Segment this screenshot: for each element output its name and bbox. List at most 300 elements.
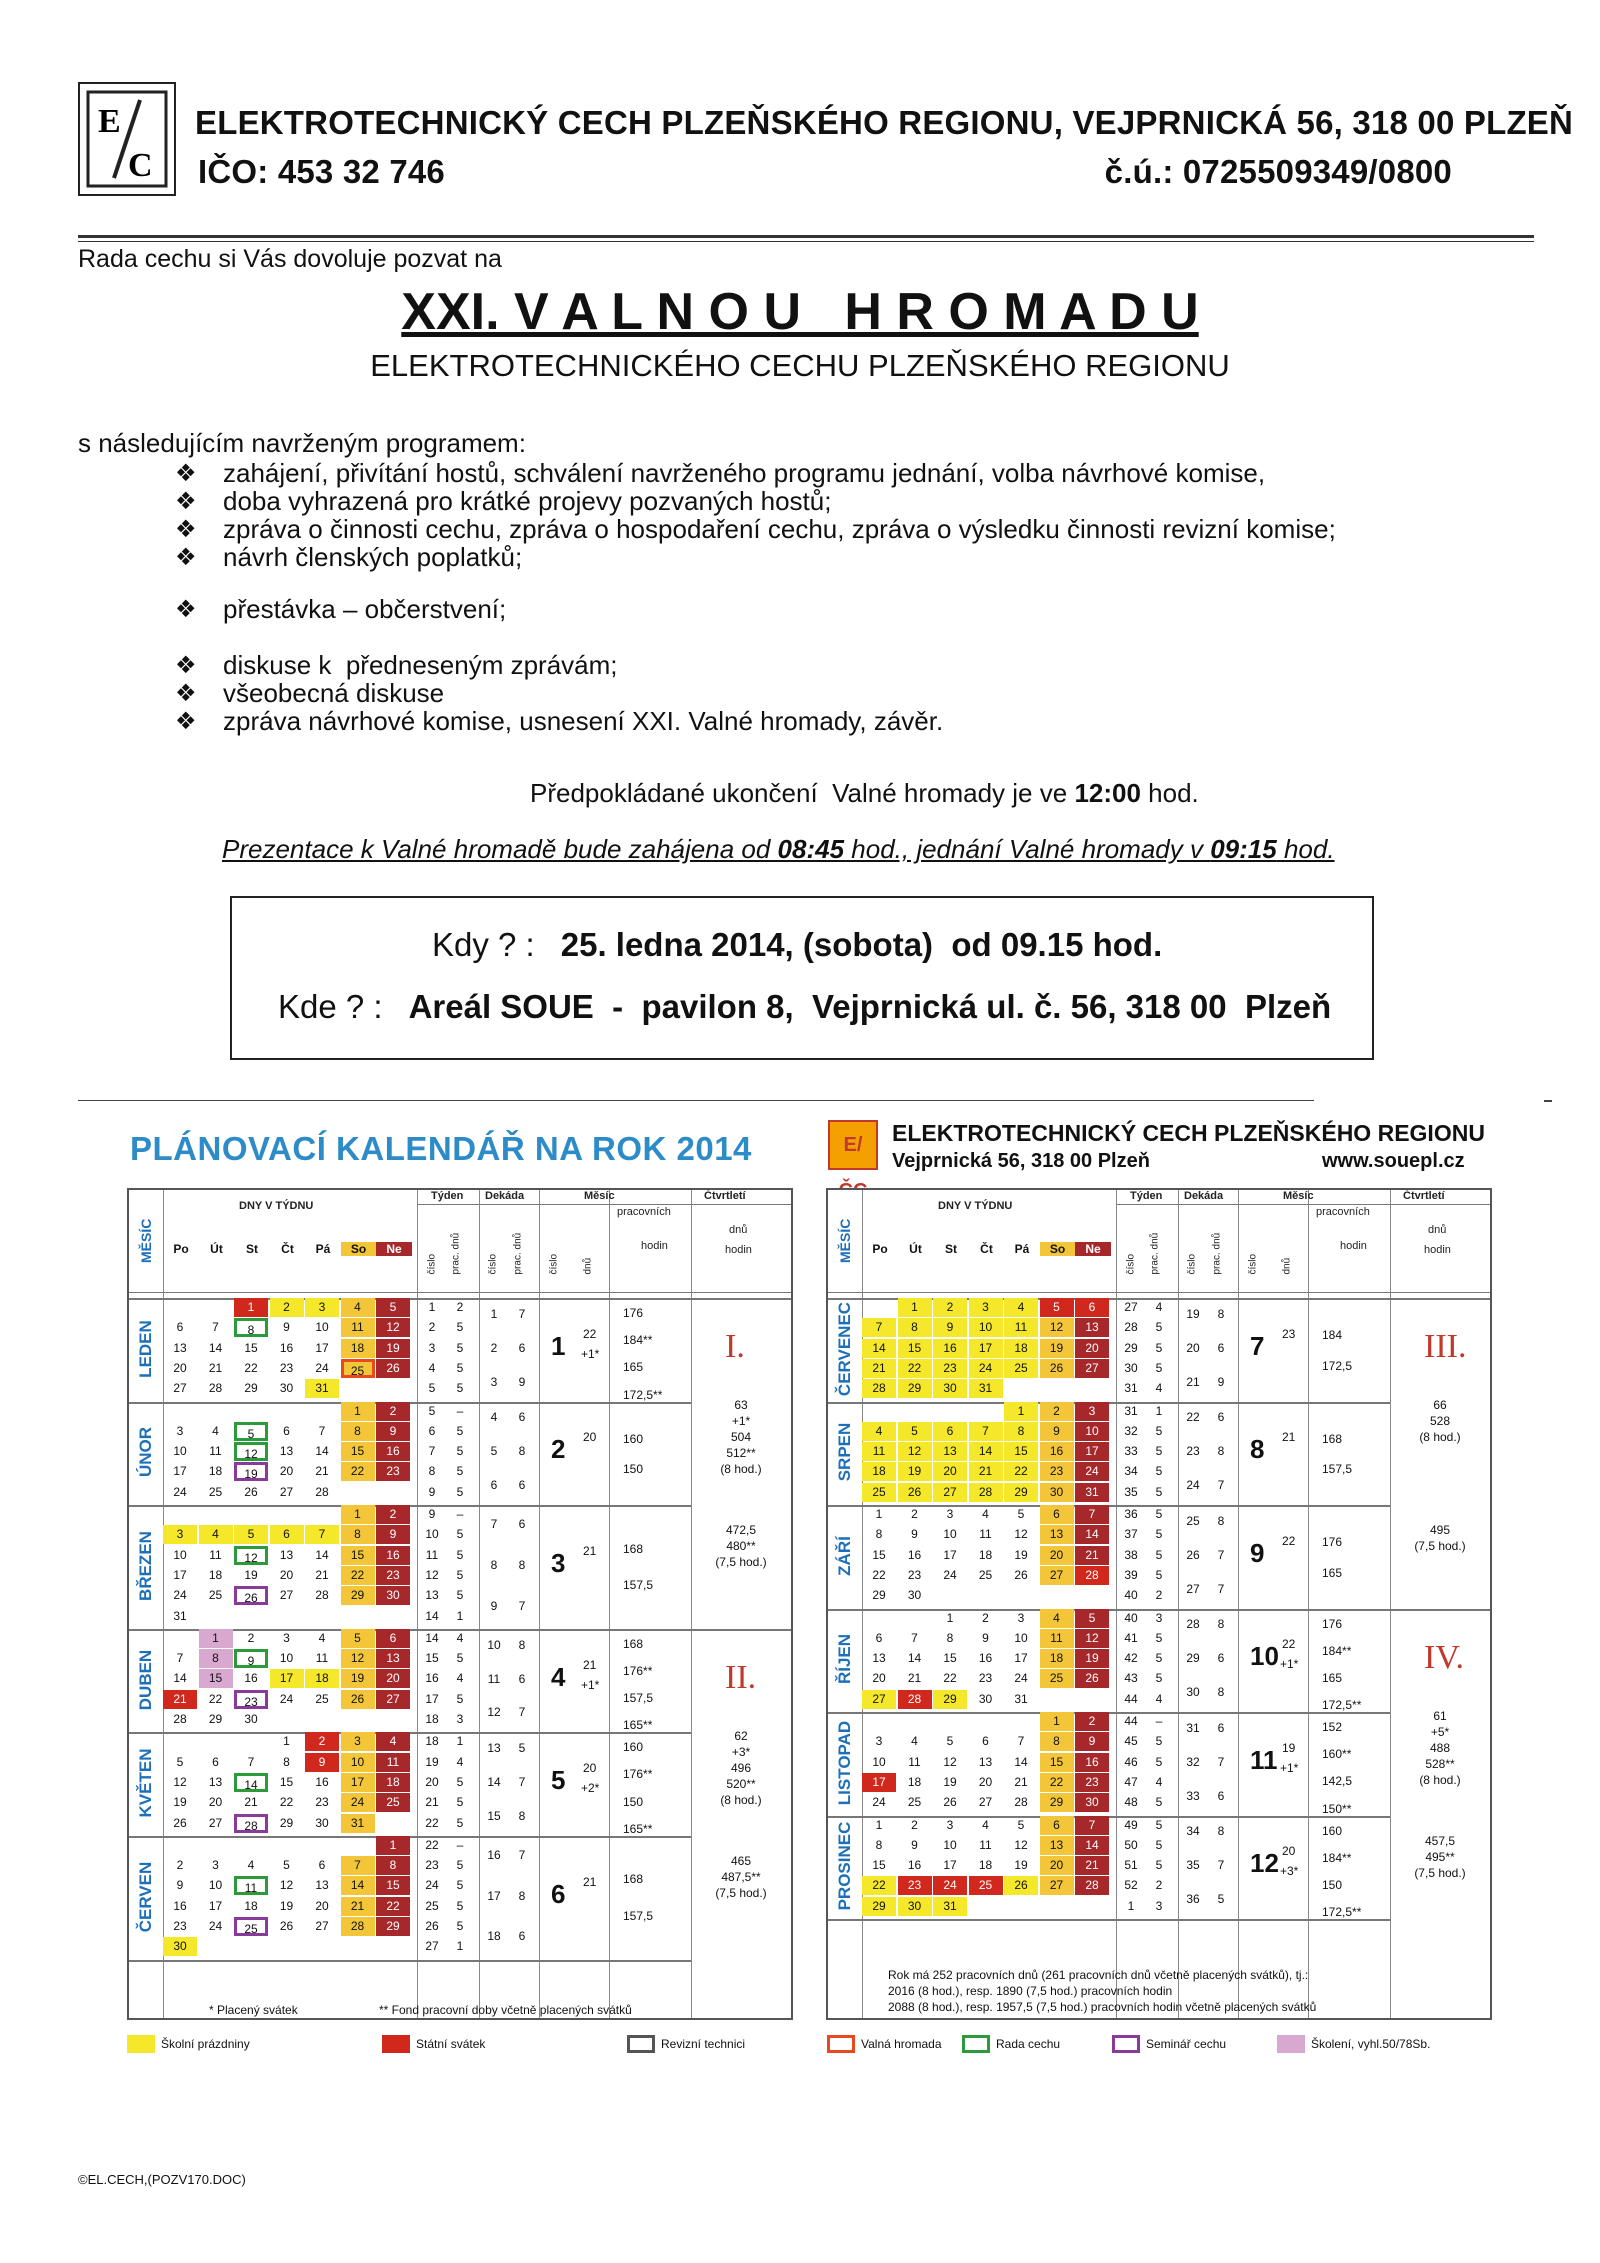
- calendar-day: 13: [376, 1649, 410, 1668]
- week-number: 44: [1124, 1714, 1138, 1728]
- end-time: 12:00: [1074, 778, 1141, 808]
- week-workdays: 1: [1155, 1403, 1163, 1418]
- week-number: 30: [1124, 1360, 1138, 1375]
- calendar-day: 25: [376, 1793, 410, 1812]
- calendar-day: 11: [862, 1442, 896, 1461]
- half-summary: 465: [730, 1853, 752, 1868]
- legend-item: [127, 2035, 250, 2053]
- calendar-day: 20: [978, 1774, 993, 1789]
- calendar-day: 29: [208, 1712, 223, 1726]
- calendar-day: 14: [1075, 1836, 1109, 1855]
- where-value: Areál SOUE - pavilon 8, Vejprnická ul. č. 56, 318 00 Plzeň: [408, 988, 1332, 1025]
- calendar-day: 24: [872, 1795, 886, 1810]
- program-item-text: zahájení, přivítání hostů, schválení navrženého programu jednání, volba návrhové komise,: [223, 458, 1266, 488]
- calendar-day: 20: [315, 1898, 329, 1913]
- end-note-prefix: Předpokládané ukončení Valné hromady je ve: [530, 778, 1075, 808]
- header-mesic-side: MĚSÍC: [138, 1218, 154, 1263]
- calendar-day: 21: [1014, 1774, 1028, 1789]
- header-decade: Dekáda: [1184, 1190, 1224, 1202]
- calendar-day: 26: [244, 1484, 258, 1499]
- calendar-day: 5: [1017, 1507, 1025, 1521]
- month-divider: [828, 1402, 1390, 1404]
- calendar-day: 7: [341, 1856, 375, 1875]
- calendar-day: 13: [978, 1754, 993, 1769]
- calendar-panel-jul-dec: [826, 1188, 1492, 2020]
- decade-workdays: 8: [518, 1888, 526, 1903]
- calendar-day: 21: [1075, 1546, 1109, 1565]
- calendar-day: 5: [1040, 1298, 1074, 1317]
- calendar-day: 28: [862, 1379, 896, 1398]
- week-number: 21: [425, 1795, 439, 1810]
- calendar-day: 25: [969, 1876, 1003, 1895]
- week-number: 43: [1124, 1671, 1138, 1686]
- quarter-number: I.: [725, 1328, 745, 1365]
- calendar-day: 16: [376, 1546, 410, 1565]
- calendar-day: 18: [244, 1898, 258, 1913]
- calendar-day: 18: [305, 1669, 339, 1688]
- month-hours: 184**: [623, 1333, 653, 1348]
- header-hours-month: hodin: [1340, 1240, 1367, 1252]
- week-workdays: 5: [456, 1381, 464, 1396]
- week-workdays: 4: [1155, 1774, 1163, 1789]
- program-item: [175, 706, 943, 737]
- decade-workdays: 6: [518, 1340, 526, 1355]
- decade-number: 13: [487, 1741, 501, 1756]
- calendar-day: 3: [212, 1858, 219, 1873]
- week-number: 39: [1124, 1567, 1138, 1582]
- header-hours-month: hodin: [641, 1240, 668, 1252]
- decade-workdays: 6: [1217, 1788, 1225, 1803]
- quarter-summary: 488: [1429, 1740, 1451, 1755]
- legend-label: Rada cechu: [996, 2037, 1061, 2051]
- calendar-day: 21: [244, 1795, 258, 1810]
- calendar-day: 15: [943, 1651, 957, 1666]
- half-summary: 487,5**: [721, 1869, 761, 1884]
- calendar-day: 13: [208, 1774, 223, 1789]
- calendar-day: 19: [1014, 1858, 1028, 1873]
- calendar-day: 4: [982, 1507, 989, 1521]
- decade-number: 15: [487, 1808, 501, 1823]
- calendar-day: 31: [969, 1379, 1003, 1398]
- meeting-time: 09:15: [1210, 834, 1277, 864]
- calendar-day: 25: [1040, 1669, 1074, 1688]
- month-hours: 172,5: [1322, 1358, 1353, 1373]
- where-label: Kde ? :: [278, 988, 383, 1025]
- calendar-day: 10: [173, 1444, 187, 1459]
- legend-item: [827, 2035, 942, 2053]
- quarter-summary: +1*: [731, 1414, 751, 1428]
- legend-item: [382, 2035, 485, 2053]
- month-hours: 142,5: [1322, 1774, 1353, 1789]
- calendar-day: 25: [208, 1484, 223, 1499]
- calendar-day: 1: [234, 1298, 268, 1317]
- calendar-day: 20: [872, 1671, 886, 1686]
- bullet-icon: ❖: [175, 544, 197, 571]
- calendar-day: 23: [376, 1462, 410, 1481]
- calendar-day: 20: [1040, 1856, 1074, 1875]
- week-workdays: 5: [456, 1878, 464, 1893]
- calendar-day: 6: [982, 1734, 989, 1749]
- quarter-summary: (8 hod.): [720, 1462, 762, 1476]
- header-working: pracovních: [617, 1206, 671, 1218]
- month-paid-holidays: +3*: [1280, 1864, 1299, 1879]
- calendar-day: 17: [969, 1339, 1003, 1358]
- week-workdays: 4: [1155, 1381, 1163, 1396]
- week-number: 41: [1124, 1630, 1138, 1645]
- calendar-day: 8: [875, 1527, 883, 1542]
- invitation-intro: Rada cechu si Vás dovoluje pozvat na: [78, 245, 502, 273]
- calendar-day: 8: [234, 1318, 268, 1337]
- calendar-day: 25: [315, 1691, 329, 1706]
- quarter-number: IV.: [1424, 1638, 1464, 1676]
- month-number: 12: [1250, 1848, 1279, 1879]
- calendar-day: 28: [341, 1917, 375, 1936]
- calendar-day: 16: [1040, 1442, 1074, 1461]
- weekday-pá: Pá: [315, 1242, 331, 1256]
- calendar-day: 10: [1014, 1630, 1028, 1645]
- calendar-day: 12: [279, 1878, 294, 1893]
- header-cislo: číslo: [1247, 1253, 1259, 1275]
- decade-number: 7: [490, 1517, 498, 1532]
- calendar-day: 29: [279, 1815, 294, 1830]
- quarter-summary: 520**: [726, 1776, 756, 1791]
- weekday-út: Út: [909, 1242, 922, 1256]
- calendar-day: 12: [1075, 1629, 1109, 1648]
- calendar-day: 18: [978, 1547, 993, 1562]
- week-workdays: 4: [456, 1754, 464, 1769]
- calendar-day: 10: [173, 1547, 187, 1562]
- decade-number: 3: [490, 1374, 498, 1389]
- calendar-day: 27: [862, 1690, 896, 1709]
- half-summary: (7,5 hod.): [1414, 1539, 1466, 1553]
- calendar-day: 4: [318, 1630, 326, 1645]
- decade-workdays: 6: [1217, 1720, 1225, 1735]
- calendar-day: 14: [1014, 1754, 1028, 1769]
- month-workdays: 22: [1282, 1637, 1296, 1652]
- calendar-day: 17: [270, 1669, 304, 1688]
- month-name: PROSINEC: [835, 1821, 854, 1911]
- calendar-day: 26: [1075, 1669, 1109, 1688]
- calendar-day: 5: [234, 1525, 268, 1544]
- note-paid-holiday: * Placený svátek: [209, 2003, 298, 2017]
- note-year-hours-2: 2088 (8 hod.), resp. 1957,5 (7,5 hod.) pracovních hodin včetně placených svátků: [888, 2000, 1317, 2014]
- decade-workdays: 7: [518, 1306, 526, 1321]
- decade-number: 4: [490, 1410, 498, 1425]
- decade-workdays: 6: [1217, 1340, 1225, 1355]
- week-number: 12: [425, 1567, 439, 1582]
- calendar-day: 7: [1017, 1734, 1025, 1749]
- month-divider: [129, 1505, 691, 1507]
- weekday-po: Po: [872, 1242, 888, 1256]
- month-name: DUBEN: [136, 1649, 155, 1710]
- calendar-day: 7: [969, 1422, 1003, 1441]
- week-workdays: 5: [1155, 1320, 1163, 1335]
- calendar-day: 27: [279, 1484, 294, 1499]
- calendar-day: 3: [969, 1298, 1003, 1317]
- calendar-day: 30: [898, 1897, 932, 1916]
- calendar-day: 24: [943, 1567, 957, 1582]
- calendar-day: 16: [279, 1340, 294, 1355]
- week-number: 14: [425, 1608, 439, 1623]
- calendar-day: 25: [978, 1567, 993, 1582]
- calendar-day: 19: [1040, 1339, 1074, 1358]
- calendar-day: 19: [376, 1339, 410, 1358]
- calendar-day: 13: [1040, 1525, 1074, 1544]
- legend-item: [962, 2035, 1060, 2053]
- column-divider: [1178, 1190, 1179, 2018]
- calendar-day: 17: [341, 1773, 375, 1792]
- weekday-st: St: [246, 1242, 258, 1256]
- calendar-day: 20: [208, 1795, 223, 1810]
- calendar-day: 14: [208, 1340, 223, 1355]
- calendar-day: 12: [234, 1442, 268, 1461]
- header-cislo: číslo: [487, 1253, 499, 1275]
- calendar-day: 22: [1004, 1462, 1038, 1481]
- quarter-number: III.: [1424, 1328, 1467, 1365]
- bullet-icon: ❖: [175, 680, 197, 707]
- calendar-day: 18: [208, 1567, 223, 1582]
- calendar-day: 17: [173, 1567, 187, 1582]
- decade-workdays: 8: [1217, 1685, 1225, 1700]
- header-rule-thin: [78, 241, 1534, 242]
- calendar-day: 2: [376, 1402, 410, 1421]
- calendar-logo: E/: [828, 1120, 878, 1170]
- organization-name: ELEKTROTECHNICKÝ CECH PLZEŇSKÉHO REGIONU, VEJPRNICKÁ 56, 318 00 PLZEŇ: [195, 104, 1574, 141]
- week-number: 52: [1124, 1878, 1138, 1893]
- calendar-day: 1: [341, 1402, 375, 1421]
- calendar-day: 15: [199, 1669, 233, 1688]
- decade-number: 1: [490, 1306, 498, 1321]
- legend-label: Státní svátek: [416, 2037, 486, 2051]
- week-number: 38: [1124, 1547, 1138, 1562]
- month-hours: 157,5: [623, 1691, 654, 1706]
- decade-workdays: 6: [1217, 1410, 1225, 1425]
- calendar-day: 21: [163, 1690, 197, 1709]
- week-number: 23: [425, 1858, 439, 1873]
- calendar-day: 2: [176, 1858, 184, 1873]
- program-item: [175, 650, 618, 681]
- calendar-day: 13: [173, 1340, 187, 1355]
- decade-workdays: 8: [518, 1808, 526, 1823]
- calendar-day: 8: [946, 1630, 954, 1645]
- calendar-day: 16: [244, 1671, 258, 1686]
- month-name: LISTOPAD: [835, 1720, 854, 1805]
- month-hours: 176: [623, 1306, 644, 1320]
- bullet-icon: ❖: [175, 516, 197, 543]
- calendar-day: 24: [1075, 1462, 1109, 1481]
- week-workdays: 5: [456, 1898, 464, 1913]
- calendar-day: 17: [1075, 1442, 1109, 1461]
- header-days: DNY V TÝDNU: [239, 1200, 314, 1212]
- week-number: 27: [425, 1939, 439, 1954]
- calendar-day: 17: [1014, 1651, 1028, 1666]
- calendar-day: 31: [1075, 1483, 1109, 1502]
- calendar-day: 18: [376, 1773, 410, 1792]
- week-workdays: 5: [456, 1423, 464, 1438]
- week-number: 9: [428, 1484, 436, 1499]
- decade-number: 18: [487, 1929, 501, 1944]
- calendar-day: 29: [933, 1690, 967, 1709]
- calendar-day: 19: [173, 1795, 187, 1810]
- week-number: 4: [428, 1360, 436, 1375]
- week-workdays: 5: [456, 1320, 464, 1335]
- quarter-summary: 496: [730, 1760, 752, 1775]
- page-subtitle: ELEKTROTECHNICKÉHO CECHU PLZEŇSKÉHO REGIONU: [370, 348, 1230, 383]
- month-divider: [129, 1836, 691, 1838]
- month-workdays: 19: [1282, 1740, 1296, 1755]
- calendar-day: 11: [315, 1651, 329, 1666]
- calendar-day: 28: [1014, 1795, 1028, 1810]
- decade-number: 33: [1186, 1788, 1200, 1803]
- calendar-day: 27: [315, 1919, 329, 1933]
- calendar-day: 22: [376, 1897, 410, 1916]
- calendar-day: 13: [872, 1651, 886, 1666]
- week-number: 26: [425, 1919, 439, 1933]
- calendar-day: 7: [1075, 1816, 1109, 1835]
- month-paid-holidays: +1*: [1280, 1657, 1299, 1672]
- calendar-day: 26: [943, 1795, 957, 1810]
- week-workdays: 5: [456, 1444, 464, 1459]
- footer-code: ©EL.CECH,(POZV170.DOC): [78, 2172, 246, 2187]
- week-number: 16: [425, 1671, 439, 1686]
- calendar-day: 27: [376, 1690, 410, 1709]
- calendar-day: 23: [933, 1359, 967, 1378]
- calendar-day: 10: [208, 1878, 223, 1893]
- calendar-day: 14: [1075, 1525, 1109, 1544]
- calendar-day: 18: [1004, 1339, 1038, 1358]
- calendar-day: 18: [907, 1774, 922, 1789]
- calendar-day: 9: [1075, 1732, 1109, 1751]
- calendar-day: 1: [875, 1507, 883, 1521]
- presentation-text-2: hod., jednání Valné hromady v: [844, 834, 1211, 864]
- half-summary: (7,5 hod.): [715, 1885, 767, 1900]
- decade-workdays: 7: [1217, 1581, 1225, 1596]
- month-hours: 172,5**: [1322, 1905, 1362, 1919]
- calendar-day: 21: [341, 1897, 375, 1916]
- quarter-summary: +5*: [1430, 1724, 1450, 1739]
- calendar-day: 7: [1075, 1505, 1109, 1524]
- when-where-box: [230, 896, 1374, 1060]
- calendar-day: 12: [1040, 1318, 1074, 1337]
- month-hours: 168: [1322, 1431, 1343, 1446]
- month-hours: 160: [623, 1740, 644, 1755]
- bullet-icon: ❖: [175, 652, 197, 679]
- month-workdays: 21: [583, 1874, 597, 1889]
- bank-account: č.ú.: 0725509349/0800: [1104, 153, 1452, 190]
- presentation-time: 08:45: [777, 834, 845, 864]
- month-paid-holidays: +1*: [581, 1677, 600, 1692]
- calendar-day: 9: [283, 1320, 290, 1335]
- calendar-day: 29: [898, 1379, 932, 1398]
- week-number: 15: [425, 1651, 439, 1666]
- decade-number: 17: [487, 1888, 501, 1903]
- month-number: 1: [551, 1330, 566, 1361]
- calendar-day: 14: [315, 1547, 329, 1562]
- calendar-day: 4: [341, 1298, 375, 1317]
- calendar-day: 29: [376, 1917, 410, 1936]
- calendar-day: 8: [376, 1856, 410, 1875]
- calendar-day: 26: [341, 1690, 375, 1709]
- weekday-po: Po: [173, 1242, 189, 1256]
- week-workdays: 2: [1155, 1878, 1163, 1893]
- guild-logo-icon: [80, 84, 174, 194]
- week-number: 48: [1124, 1795, 1138, 1810]
- page-title: XXI. V A L N O U H R O M A D U: [401, 283, 1199, 341]
- calendar-day: 7: [862, 1318, 896, 1337]
- month-number: 9: [1250, 1537, 1265, 1568]
- month-workdays: 22: [583, 1326, 597, 1341]
- calendar-day: 7: [212, 1320, 219, 1335]
- decade-number: 32: [1186, 1754, 1200, 1769]
- month-workdays: 21: [583, 1657, 597, 1672]
- month-hours: 150: [1322, 1877, 1343, 1892]
- week-workdays: 5: [1155, 1858, 1163, 1873]
- bullet-icon: ❖: [175, 488, 197, 515]
- decade-number: 19: [1186, 1306, 1200, 1321]
- week-workdays: 4: [456, 1630, 464, 1645]
- calendar-day: 21: [315, 1464, 329, 1479]
- weekday-so: So: [1040, 1242, 1076, 1256]
- header-days-sub: dnů: [1428, 1224, 1447, 1236]
- presentation-text-1: Prezentace k Valné hromadě bude zahájena od: [222, 834, 778, 864]
- calendar-day: 16: [933, 1339, 967, 1358]
- program-item-text: přestávka – občerstvení;: [223, 594, 507, 624]
- calendar-day: 9: [376, 1525, 410, 1544]
- program-item-text: zpráva o činnosti cechu, zpráva o hospodaření cechu, zpráva o výsledku činnosti revizní komise;: [223, 514, 1336, 544]
- calendar-day: 17: [862, 1773, 896, 1792]
- decade-workdays: 7: [518, 1598, 526, 1613]
- calendar-day: 2: [1075, 1712, 1109, 1731]
- calendar-day: 3: [283, 1630, 290, 1645]
- calendar-day: 2: [982, 1610, 989, 1625]
- note-year-summary: Rok má 252 pracovních dnů (261 pracovních dnů včetně placených svátků), tj.:: [888, 1968, 1309, 1982]
- month-workdays: 22: [1282, 1533, 1296, 1548]
- month-hours: 152: [1322, 1720, 1343, 1734]
- calendar-day: 12: [234, 1546, 268, 1565]
- decade-number: 29: [1186, 1651, 1200, 1666]
- calendar-day: 28: [315, 1588, 329, 1603]
- calendar-day: 15: [341, 1442, 375, 1461]
- calendar-day: 3: [163, 1525, 197, 1544]
- week-number: 18: [425, 1712, 439, 1726]
- calendar-day: 2: [911, 1507, 918, 1521]
- calendar-day: 2: [1040, 1402, 1074, 1421]
- calendar-day: 22: [208, 1691, 223, 1706]
- calendar-day: 9: [176, 1878, 184, 1893]
- decade-number: 8: [490, 1557, 498, 1572]
- decade-number: 23: [1186, 1444, 1200, 1459]
- calendar-day: 3: [875, 1734, 883, 1749]
- decade-workdays: 8: [1217, 1824, 1225, 1839]
- calendar-day: 2: [305, 1732, 339, 1751]
- decade-workdays: 8: [518, 1557, 526, 1572]
- decade-number: 12: [487, 1705, 501, 1720]
- month-name: ČERVEN: [136, 1861, 156, 1932]
- calendar-day: 26: [1014, 1567, 1028, 1582]
- calendar-day: 26: [1004, 1876, 1038, 1895]
- week-number: 44: [1124, 1691, 1138, 1706]
- week-workdays: –: [456, 1403, 464, 1418]
- decade-number: 9: [490, 1598, 498, 1613]
- calendar-day: 27: [1040, 1876, 1074, 1895]
- weekday-pá: Pá: [1014, 1242, 1030, 1256]
- half-summary: 480**: [726, 1539, 756, 1553]
- month-hours: 168: [623, 1872, 644, 1887]
- quarter-summary: 504: [730, 1430, 752, 1444]
- calendar-day: 24: [933, 1876, 967, 1895]
- column-divider: [1308, 1190, 1309, 2018]
- calendar-day: 13: [1075, 1318, 1109, 1337]
